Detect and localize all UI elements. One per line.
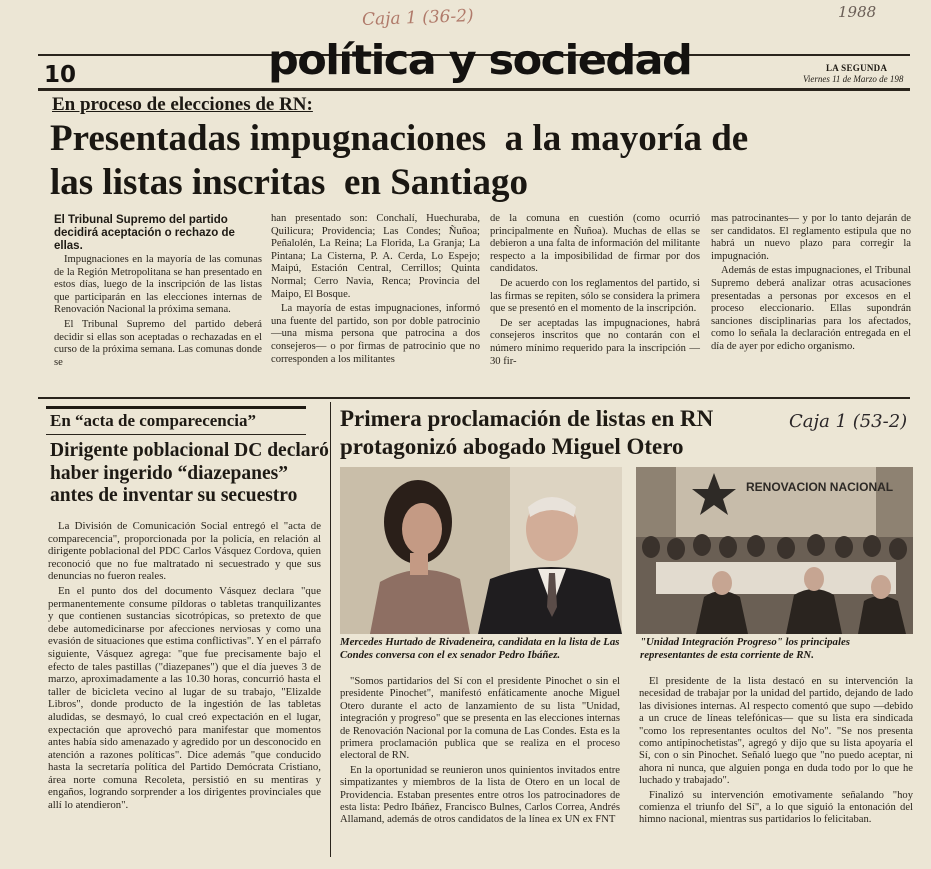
masthead-bottom-rule [38, 88, 910, 91]
paragraph: mas patrocinantes— y por lo tanto dejarán de ser candidatos. El reglamento estipula que no habrá un nuevo plazo para corregir la impugnación. [711, 213, 911, 262]
article1-column-2 [271, 213, 480, 368]
photo-event-table [636, 467, 913, 634]
photo-candidate-senator [340, 467, 622, 634]
paragraph: La mayoría de estas impugnaciones, informó una fuente del partido, son por doble patrocinio —una misma persona que patrocina a dos consejeros— o por firmas de patrocinio que no corresponden a los militantes [271, 303, 480, 365]
article1-column-3 [490, 213, 700, 370]
photo-left-caption: Mercedes Hurtado de Rivadeneira, candidata en la lista de Las Condes conversa con el ex senador Pedro Ibáñez. [340, 636, 620, 661]
photo-event-table-image [636, 467, 913, 634]
archive-note-year: 1988 [838, 3, 877, 21]
paragraph: "Somos partidarios del Sí con el presidente Pinochet o sin el presidente Pinochet", manifestó enfáticamente anoche Miguel Otero durante el acto de lanzamiento de su lista "Unidad, integración y progreso" que se presenta en las elecciones internas de Renovación Nacional por la comuna de Las Condes. Esta es la primera proclamación publica que se realiza en el proceso electoral de RN. [340, 676, 620, 762]
paragraph: La División de Comunicación Social entregó el "acta de comparecencia", proporcionada por la policía, en relación al dirigente poblacional del PDC Carlos Vásquez Cordova, quien reconoció que no fue maltratado ni secuestrado y que sus denuncias no fueron reales. [48, 520, 321, 583]
article3-headline-line2: protagonizó abogado Miguel Otero [340, 434, 684, 459]
article1-column-4 [711, 213, 911, 356]
paragraph: Además de estas impugnaciones, el Tribunal Supremo deberá analizar otras acusaciones presentadas a personas por excesos en el proceso eleccionario. Ellas supondrán sanciones disciplinarias para los afectados, como lo señala la declaración entregada en el día de ayer por edicho organismo. [711, 265, 911, 352]
photo-candidate-senator-image [340, 467, 622, 634]
article3-headline [340, 405, 713, 461]
publication-date: Viernes 11 de Marzo de 198 [803, 74, 904, 84]
article2-headline-line3: antes de inventar su secuestro [50, 485, 298, 506]
paragraph: han presentado son: Conchalí, Huechuraba, Quilicura; Providencia; Las Condes; Ñuñoa; Peñalolén, La Reina; La Florida, La Granja; La Pintana; La Cisterna, P. A. Cerda, Lo Espejo; Maipú, Estación Central, Cerrillos; Quinta Normal; Cerro Navia, Renca; Provincia del Maipo, El Bosque. [271, 213, 480, 300]
photo-right-caption: "Unidad Integración Progreso" los principales representantes de esta corriente de RN. [640, 636, 850, 661]
paragraph: En la oportunidad se reunieron unos quinientos invitados entre simpatizantes y miembros de la lista de Otero en un local de Providencia. Estaban presentes entre otros los patrocinadores de esta lista: Pedro Ibáñez, Francisco Bulnes, Carlos Correa, Andrés Allamand, además de otros candidatos de la línea ex UN ex FNT [340, 764, 620, 826]
article1-column-1 [54, 254, 262, 371]
section-divider [38, 397, 910, 399]
paragraph: Impugnaciones en la mayoría de las comunas de la Región Metropolitana se han presentado en estos días, luego de la inscripción de las listas que participarán en las elecciones internas de Renovación Nacional la próxima semana. [54, 254, 262, 316]
archive-note-top: Caja 1 (36-2) [361, 6, 474, 30]
article3-column-2 [639, 676, 913, 829]
article3-column-1 [340, 676, 620, 829]
article1-headline [50, 117, 748, 205]
article2-body [48, 520, 321, 814]
paragraph: De acuerdo con los reglamentos del partido, si las firmas se repiten, sólo se considera la primera que se presentó en el momento de la inscripción. [490, 277, 700, 315]
paragraph: de la comuna en cuestión (como ocurrió principalmente en Ñuñoa). Muchas de ellas se debieron a una falta de información del militante respecto a la imposibilidad de firmar por dos candidatos. [490, 213, 700, 275]
paragraph: El Tribunal Supremo del partido deberá decidir si ellas son aceptadas o rechazadas en el curso de la próxima semana. Las comunas donde se [54, 318, 262, 368]
column-divider [330, 402, 331, 857]
article2-headline [50, 440, 329, 508]
paragraph: El presidente de la lista destacó en su intervención la necesidad de trabajar por la unidad del partido, dejando de lado las divisiones internas. Al respecto comentó que supo —debido a un cruce de líneas telefónicas— que su lista era sindicada "como los representantes ocultos del No". "Se nos presenta como antipinochetistas", agregó y dijo que su lista apoyaría el Sí, con o sin Pinochet. Señaló luego que "no puedo aceptar, ni ahora ni nunca, que alguien ponga en duda todo por lo que he luchado y trabajado". [639, 676, 913, 787]
page-number: 10 [44, 62, 77, 88]
kicker-underline [46, 434, 306, 435]
article1-lead: El Tribunal Supremo del partido decidirá aceptación o rechazo de ellas. [54, 214, 235, 252]
section-title: política y sociedad [268, 36, 692, 84]
article2-headline-line2: haber ingerido “diazepanes” [50, 462, 288, 484]
article1-kicker: En proceso de elecciones de RN: [52, 94, 313, 115]
article3-headline-line1: Primera proclamación de listas en RN [340, 406, 714, 431]
paragraph: Finalizó su intervención emotivamente señalando "hoy comienza el triunfo del Sí", a lo que siguió la entonación del himno nacional, mientras sus partidarios lo felicitaban. [639, 789, 913, 826]
paper-name: LA SEGUNDA [826, 63, 888, 73]
paragraph: En el punto dos del documento Vásquez declara "que permanentemente consume píldoras o tabletas tranquilizantes y que contienen sustancias sicotrópicas, so pretexto de que debe automedicinarse por afecciones nerviosas y como una evasión de situaciones que estima conflictivas". Y en el párrafo siguiente, Vásquez agrega: "que fue precisamente bajo el efecto de tales pastillas ("diazepanes") que el día jueves 3 de marzo, aproximadamente a las 10.30 horas, concurrió hasta el taller de bicicleta vecino al lugar de su trabajo, "Elizalde Libros", donde producto de la ingestión de las tabletas aludidas, se desmayó, lo cual creó expectación en el lugar, expectación que aprovechó para manifestar que momentos antes había sido amenazado y agredido por un desconocido en atención a razones políticas". Dice además "que conducido hasta la secretaría política del Partido Demócrata Cristiano, área norte comuna Recoleta, persistió en su mentiras y engaños, logrando sorprender a los dirigentes provinciales que allí lo atendieron". [48, 584, 321, 812]
article1-headline-line2: las listas inscritas en Santiago [50, 162, 528, 203]
article1-headline-line1: Presentadas impugnaciones a la mayoría de [50, 118, 749, 159]
article2-headline-line1: Dirigente poblacional DC declaró [50, 440, 329, 461]
paragraph: De ser aceptadas las impugnaciones, habrá consejeros inscritos que no contarán con el número mínimo requerido para la inscripción —30 fir- [490, 317, 700, 367]
banner-text: RENOVACION NACIONAL [746, 480, 894, 494]
article2-kicker: En “acta de comparecencia” [50, 411, 257, 430]
article2-kicker-box [46, 406, 306, 436]
archive-note-photo: Caja 1 (53-2) [789, 411, 908, 432]
